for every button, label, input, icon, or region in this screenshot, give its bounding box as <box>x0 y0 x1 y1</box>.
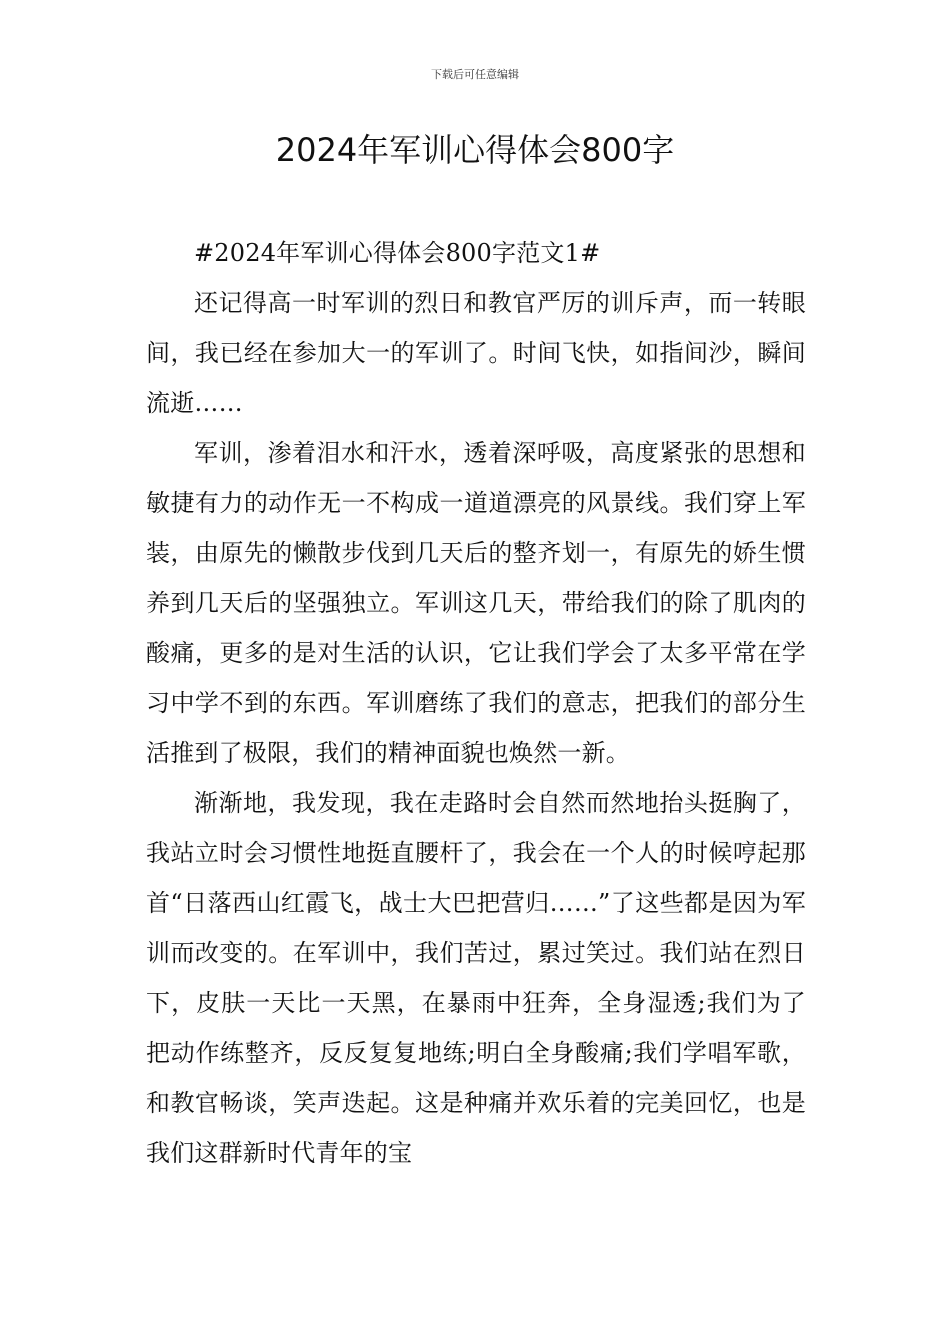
paragraph-heading: #2024年军训心得体会800字范文1# <box>194 239 601 267</box>
document-title: 2024年军训心得体会800字 <box>275 131 675 169</box>
paragraph: 还记得高一时军训的烈日和教官严厉的训斥声，而一转眼间，我已经在参加大一的军训了。时间飞快，如指间沙，瞬间流逝…… <box>146 289 806 417</box>
paragraph: 渐渐地，我发现，我在走路时会自然而然地抬头挺胸了，我站立时会习惯性地挺直腰杆了，我会在一个人的时候哼起那首“日落西山红霞飞，战士大巴把营归……”了这些都是因为军训而改变的。在军训中，我们苦过，累过笑过。我们站在烈日下，皮肤一天比一天黑，在暴雨中狂奔，全身湿透;我们为了把动作练整齐，反反复复地练;明白全身酸痛;我们学唱军歌，和教官畅谈，笑声迭起。这是种痛并欢乐着的完美回忆，也是我们这群新时代青年的宝 <box>146 789 806 1167</box>
document-body <box>146 228 806 1178</box>
paragraph: 军训，渗着泪水和汗水，透着深呼吸，高度紧张的思想和敏捷有力的动作无一不构成一道道漂亮的风景线。我们穿上军装，由原先的懒散步伐到几天后的整齐划一，有原先的娇生惯养到几天后的坚强独立。军训这几天，带给我们的除了肌肉的酸痛，更多的是对生活的认识，它让我们学会了太多平常在学习中学不到的东西。军训磨练了我们的意志，把我们的部分生活推到了极限，我们的精神面貌也焕然一新。 <box>146 439 806 767</box>
header-note: 下载后可任意编辑 <box>431 68 519 81</box>
